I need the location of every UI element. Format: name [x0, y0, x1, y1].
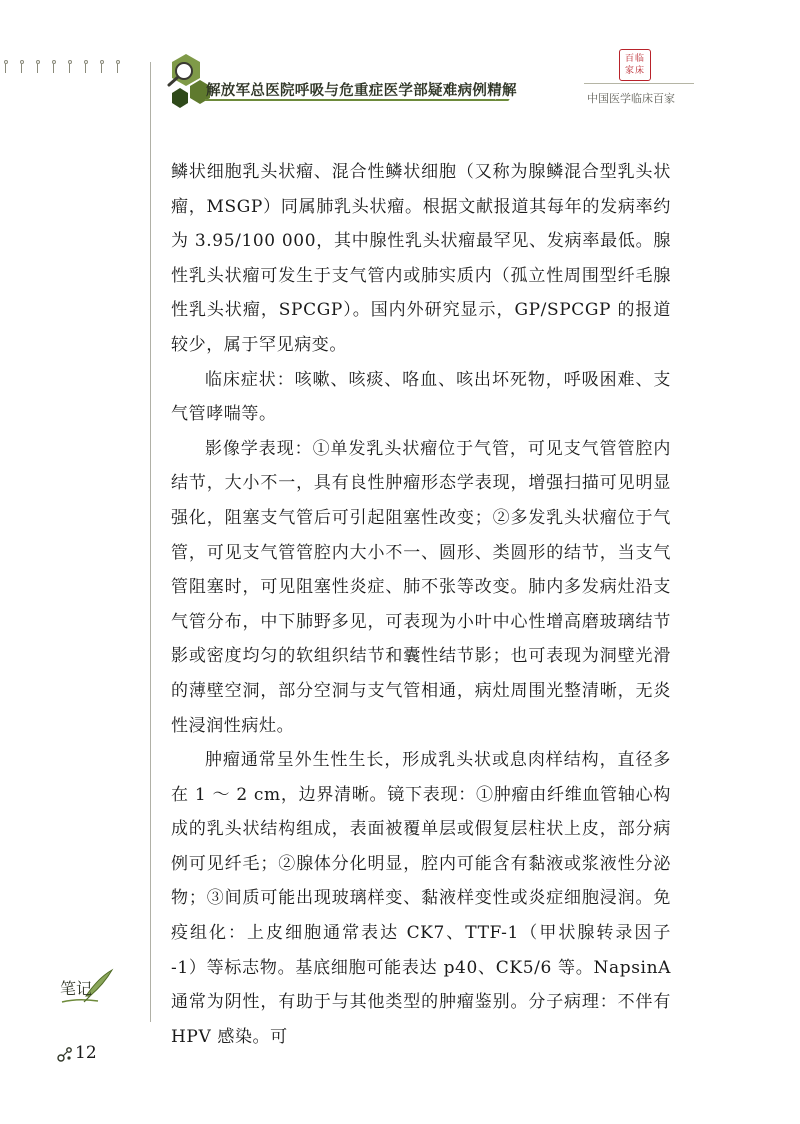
body-text [171, 155, 671, 1054]
header-rule [205, 99, 495, 101]
pin-icon [35, 60, 41, 74]
note-label: 笔记 [60, 979, 93, 998]
margin-rule [150, 62, 151, 1022]
pin-decoration-row [0, 60, 140, 76]
pin-icon [83, 60, 89, 74]
ornament-icon [55, 1044, 75, 1064]
paragraph: 临床症状：咳嗽、咳痰、咯血、咳出坏死物，呼吸困难、支气管哮喘等。 [171, 369, 671, 425]
pin-icon [51, 60, 57, 74]
series-rule [584, 83, 694, 84]
pin-icon [67, 60, 73, 74]
seal-text: 百临家床 [624, 54, 645, 76]
pin-icon [99, 60, 105, 74]
paragraph: 影像学表现：①单发乳头状瘤位于气管，可见支气管管腔内结节，大小不一，具有良性肿瘤形态学表现，增强扫描可见明显强化，阻塞支气管后可引起阻塞性改变；②多发乳头状瘤位于气管，可见支气管管腔内大小不一、圆形、类圆形的结节，当支气管阻塞时，可见阻塞性炎症、肺不张等改变。肺内多发病灶沿支气管分布，中下肺野多见，可表现为小叶中心性增高磨玻璃结节影或密度均匀的软组织结节和囊性结节影；也可表现为洞壁光滑的薄壁空洞，部分空洞与支气管相通，病灶周围光整清晰，无炎性浸润性病灶。 [171, 438, 671, 736]
header-rule-tail [494, 99, 509, 101]
book-title: 解放军总医院呼吸与危重症医学部疑难病例精解 [206, 83, 517, 99]
paragraph: 鳞状细胞乳头状瘤、混合性鳞状细胞（又称为腺鳞混合型乳头状瘤，MSGP）同属肺乳头状瘤。根据文献报道其每年的发病率约为 3.95/100 000，其中腺性乳头状瘤最罕见、发病率最低。腺性乳头状瘤可发生于支气管内或肺实质内（孤立性周围型纤毛腺性乳头状瘤，SPCGP）。国内外研究显示，GP/SPCGP 的报道较少，属于罕见病变。 [171, 162, 671, 355]
pin-icon [115, 60, 121, 74]
series-name: 中国医学临床百家 [587, 92, 675, 105]
quill-note-icon [58, 968, 114, 1006]
seal-icon [619, 49, 651, 81]
page-number: 12 [75, 1043, 97, 1063]
pin-icon [3, 60, 9, 74]
paragraph: 肿瘤通常呈外生性生长，形成乳头状或息肉样结构，直径多在 1 ～ 2 cm，边界清晰。镜下表现：①肿瘤由纤维血管轴心构成的乳头状结构组成，表面被覆单层或假复层柱状上皮，部分病例可见纤毛；②腺体分化明显，腔内可能含有黏液或浆液性分泌物；③间质可能出现玻璃样变、黏液样变性或炎症细胞浸润。免疫组化：上皮细胞通常表达 CK7、TTF-1（甲状腺转录因子 -1）等标志物。基底细胞可能表达 p40、CK5/6 等。NapsinA 通常为阴性，有助于与其他类型的肿瘤鉴别。分子病理：不伴有 HPV 感染。可 [171, 750, 671, 1047]
pin-icon [19, 60, 25, 74]
